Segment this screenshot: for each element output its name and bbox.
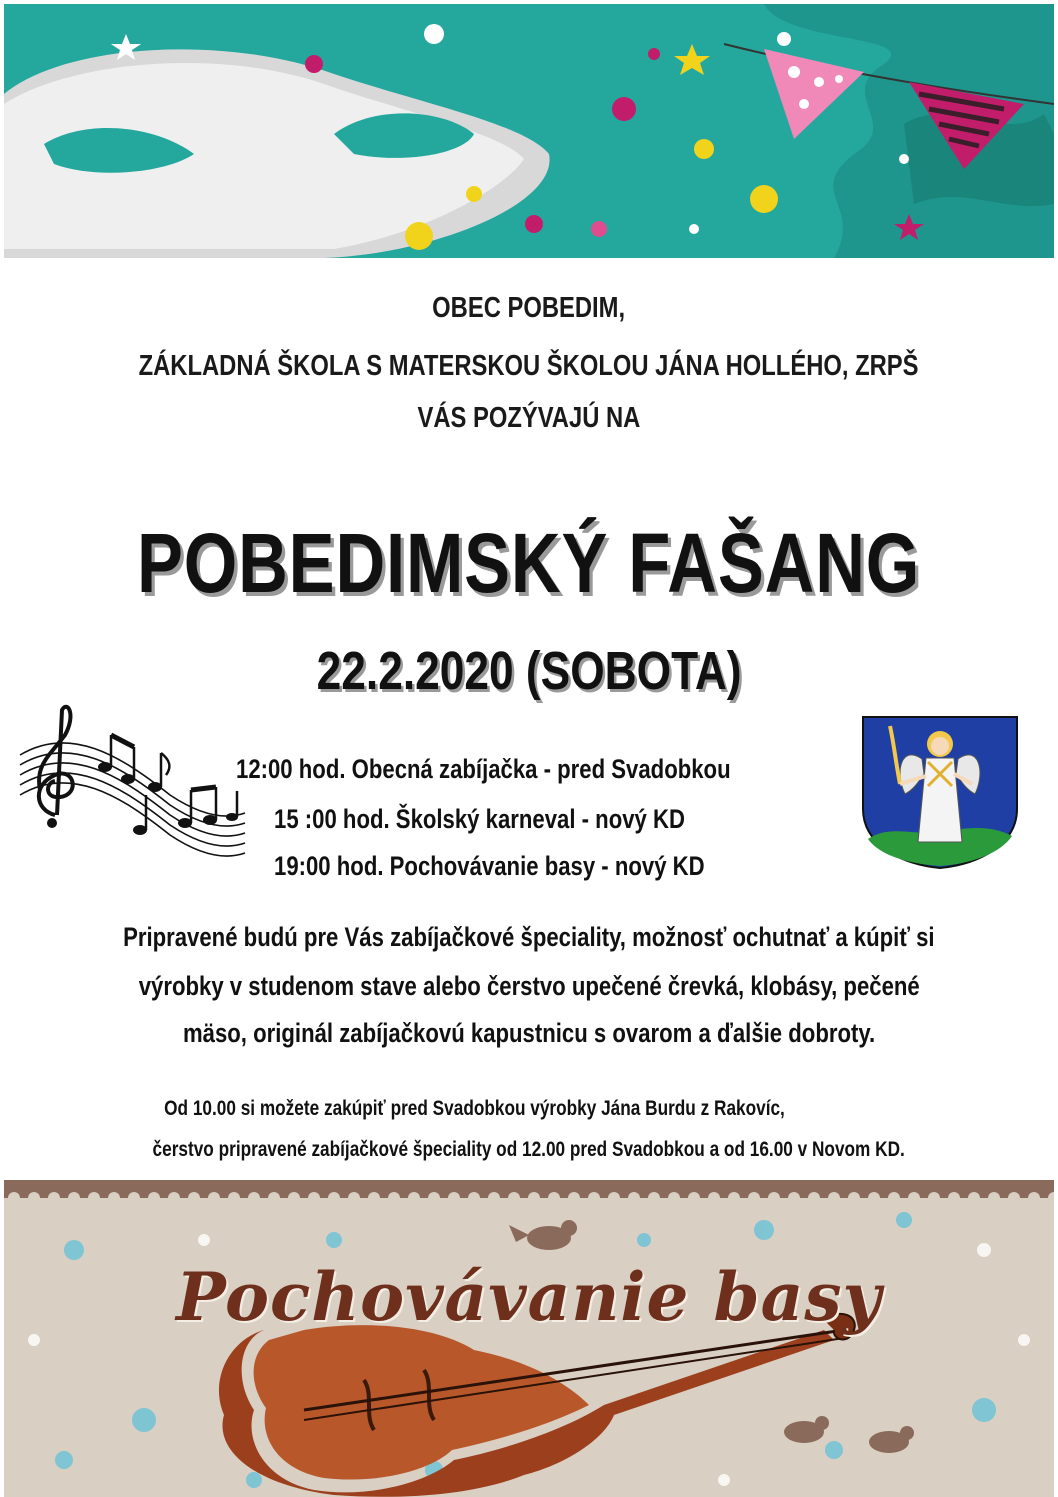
organizer-line-1: OBEC POBEDIM,	[432, 292, 626, 324]
carnival-banner	[4, 4, 1054, 258]
carnival-mask-icon	[4, 4, 1054, 258]
note-line: Od 10.00 si možete zakúpiť pred Svadobkou výrobky Jána Burdu z Rakovíc,	[163, 1097, 785, 1120]
schedule-item: 15 :00 hod. Školský karneval - nový KD	[274, 804, 685, 834]
coat-of-arms-icon	[860, 714, 1020, 870]
description-line: Pripravené budú pre Vás zabíjačkové špeciality, možnosť ochutnať a kúpiť si	[123, 922, 935, 952]
organizer-line-2: ZÁKLADNÁ ŠKOLA S MATERSKOU ŠKOLOU JÁNA HOLLÉHO, ZRPŠ	[139, 350, 919, 382]
event-date: 22.2.2020 (SOBOTA)	[316, 641, 742, 701]
music-notes	[10, 695, 250, 860]
note-line: čerstvo pripravené zabíjačkové špeciality od 12.00 pred Svadobkou a od 16.00 v Novom KD.	[152, 1138, 906, 1161]
bottom-banner	[4, 1180, 1054, 1497]
invitation-line: VÁS POZÝVAJÚ NA	[417, 402, 641, 434]
schedule-item: 19:00 hod. Pochovávanie basy - nový KD	[274, 851, 705, 881]
description-line: výrobky v studenom stave alebo čerstvo upečené črevká, klobásy, pečené	[138, 971, 920, 1001]
coat-of-arms	[860, 714, 1020, 870]
bottom-banner-script-text: Pochovávanie basy	[176, 1258, 882, 1336]
schedule-item: 12:00 hod. Obecná zabíjačka - pred Svadobkou	[236, 754, 731, 784]
double-bass-icon	[4, 1180, 1054, 1497]
description-line: mäso, originál zabíjačkovú kapustnicu s ovarom a ďalšie dobroty.	[182, 1018, 876, 1048]
music-notes-icon	[10, 695, 250, 860]
event-title: POBEDIMSKÝ FAŠANG	[137, 516, 921, 610]
